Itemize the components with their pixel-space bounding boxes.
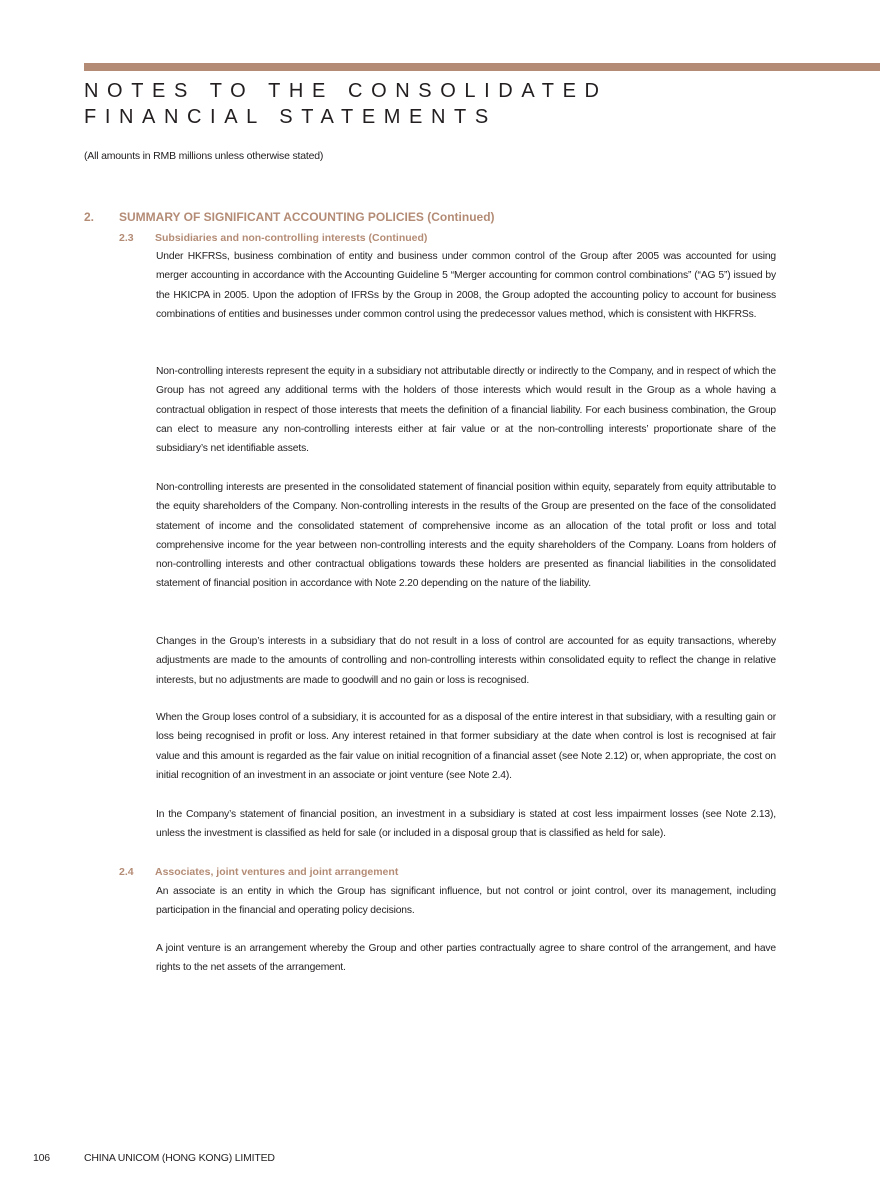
section-title: SUMMARY OF SIGNIFICANT ACCOUNTING POLICIES (Continued) bbox=[119, 210, 495, 224]
header-rule bbox=[84, 63, 880, 71]
paragraph: Changes in the Group’s interests in a subsidiary that do not result in a loss of control are accounted for as equity transactions, whereby adjustments are made to the amounts of controlling and non-controlling interests within consolidated equity to reflect the change in relative interests, but no adjustments are made to goodwill and no gain or loss is recognised. bbox=[156, 636, 776, 686]
company-name: CHINA UNICOM (HONG KONG) LIMITED bbox=[84, 1152, 275, 1164]
paragraph: Non-controlling interests represent the equity in a subsidiary not attributable directly or indirectly to the Company, and in respect of which the Group has not agreed any additional terms with the holders of those interests which would result in the Group as a whole having a contractual obligation in respect of those interests that meets the definition of a financial liability. For each business combination, the Group can elect to measure any non-controlling interests either at fair value or at the non-controlling interests’ proportionate share of the subsidiary’s net identifiable assets. bbox=[156, 366, 776, 455]
page-title-line-2: FINANCIAL STATEMENTS bbox=[84, 106, 497, 128]
page-title bbox=[84, 78, 608, 130]
page-number: 106 bbox=[33, 1152, 50, 1164]
paragraph: An associate is an entity in which the Group has significant influence, but not control or joint control, over its management, including participation in the financial and operating policy decisions. bbox=[156, 886, 776, 917]
paragraph: A joint venture is an arrangement whereby the Group and other parties contractually agree to share control of the arrangement, and have rights to the net assets of the arrangement. bbox=[156, 943, 776, 974]
page-title-line-1: NOTES TO THE CONSOLIDATED bbox=[84, 80, 608, 102]
paragraph: In the Company’s statement of financial position, an investment in a subsidiary is stated at cost less impairment losses (see Note 2.13), unless the investment is classified as held for sale (or included in a disposal group that is classified as held for sale). bbox=[156, 809, 776, 840]
subsection-number: 2.3 bbox=[119, 232, 134, 244]
section-number: 2. bbox=[84, 210, 95, 224]
subsection-title: Subsidiaries and non-controlling interests (Continued) bbox=[155, 232, 428, 244]
paragraph: Under HKFRSs, business combination of entity and business under common control of the Group after 2005 was accounted for using merger accounting in accordance with the Accounting Guideline 5 “Merger accounting for common control combinations” (“AG 5”) issued by the HKICPA in 2005. Upon the adoption of IFRSs by the Group in 2008, the Group adopted the accounting policy to account for business combinations of entities and businesses under common control using the predecessor values method, which is consistent with HKFRSs. bbox=[156, 251, 776, 320]
paragraph: Non-controlling interests are presented in the consolidated statement of financial position within equity, separately from equity attributable to the equity shareholders of the Company. Non-controlling interests in the results of the Group are presented on the face of the consolidated statement of income and the consolidated statement of comprehensive income as an allocation of the total profit or loss and total comprehensive income for the year between non-controlling interests and the equity shareholders of the Company. Loans from holders of non-controlling interests and other contractual obligations towards these holders are presented as financial liabilities in the consolidated statement of financial position in accordance with Note 2.20 depending on the nature of the liability. bbox=[156, 482, 776, 590]
amounts-note: (All amounts in RMB millions unless otherwise stated) bbox=[84, 150, 324, 162]
subsection-number: 2.4 bbox=[119, 866, 134, 878]
paragraph: When the Group loses control of a subsidiary, it is accounted for as a disposal of the entire interest in that subsidiary, with a resulting gain or loss being recognised in profit or loss. Any interest retained in that former subsidiary at the date when control is lost is recognised at fair value and this amount is regarded as the fair value on initial recognition of a financial asset (see Note 2.12) or, when appropriate, the cost on initial recognition of an investment in an associate or joint venture (see Note 2.4). bbox=[156, 712, 776, 781]
subsection-title: Associates, joint ventures and joint arrangement bbox=[155, 866, 399, 878]
